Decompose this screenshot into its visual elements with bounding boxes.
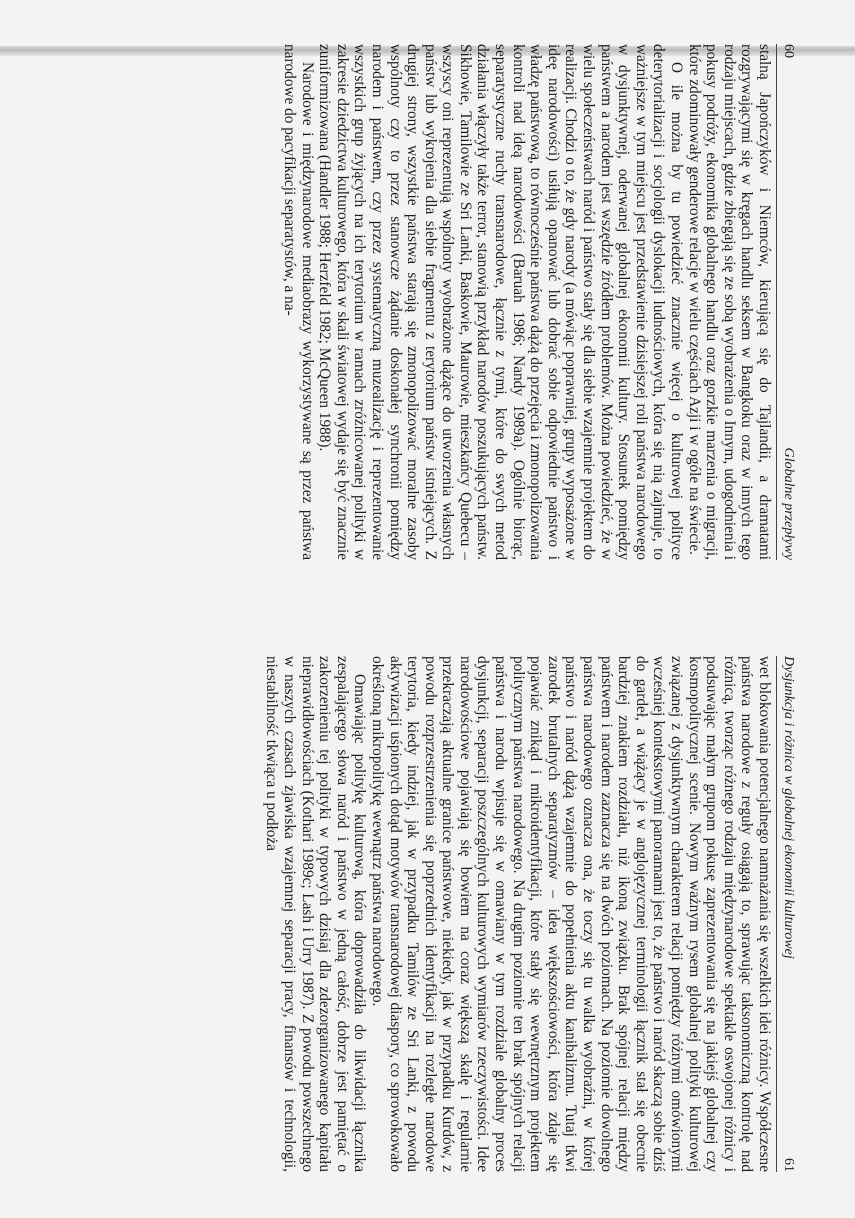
page-61: [0, 612, 855, 1218]
running-head-title: Globalne przepływy: [781, 447, 796, 560]
page-body: [30, 656, 773, 1172]
page-body: [30, 44, 773, 560]
page-number: 61: [781, 1158, 796, 1172]
running-header: [776, 656, 797, 1172]
page-60: [0, 0, 855, 606]
paragraph: stalną Japończyków i Niemców, kierującą się do Tajlandii, a dramatami rozgrywającymi się w kręgach handlu seksem w Bangkoku oraz w innych tego rodzaju miejscach, gdzie zbiegają się ze sobą wyobrażenia o Innym, udogodnienia i pokusy podróży, ekonomika globalnego handlu oraz gorzkie marzenia o migracji, które zdominowały genderowe relacje w wielu częściach Azji i w ogóle na świecie.: [685, 44, 773, 560]
paragraph: Narodowe i międzynarodowe mediaobrazy wykorzystywane są przez państwa narodowe do pacyfikacji separatystów, a na-: [280, 44, 316, 560]
paragraph: wet blokowania potencjalnego namnażania się wszelkich idei różnicy. Współczesne państwa narodowe z reguły osiągają to, sprawując taksonomiczną kontrolę nad różnicą, tworząc różnego rodzaju międzynarodowe spektakle oswojonej różnicy i podsuwając małym grupom pokusę zaprezentowania się na jakiejś globalnej czy kosmopolitycznej scenie. Nowym ważnym rysem globalnej polityki kulturowej związanej z dysjunktywnym charakterem relacji pomiędzy różnymi omówionymi wcześniej kontekstowymi panoramami jest to, że państwo i naród skaczą sobie dziś do gardeł, a wiążący je w anglojęzycznej terminologii łącznik stał się obecnie bardziej znakiem rozdziału, niż ikoną związku. Brak spójnej relacji między państwem i narodem zaznacza się na dwóch poziomach. Na poziomie dowolnego państwa narodowego oznacza ona, że toczy się tu walka wyobraźni, w której państwo i naród dążą wzajemnie do popełnienia aktu kanibalizmu. Tutaj tkwi zarodek brutalnych separatyzmów – idea większościowości, która zdaje się pojawiać znikąd i mikroidentyfikacji, które stały się wewnętrznym projektem politycznym państwa narodowego. Na drugim poziomie ten brak spójnych relacji państwa i narodu wpisuje się w omawiany w tym rozdziale globalny proces dysjunkcji, separacji poszczególnych kulturowych wymiarów rzeczywistości. Idee narodowościowe pojawiają się bowiem na coraz większą skalę i regularnie przekraczają aktualne granice państwowe, niekiedy, jak w przypadku Kurdów, z powodu rozprzestrzenienia się poprzednich identyfikacji na rozległe narodowe terytoria, kiedy indziej, jak w przypadku Tamilów ze Sri Lanki, z powodu aktywizacji uśpionych dotąd motywów transnarodowej diaspory, co sprowokowało określoną mikropolitykę wewnątrz państwa narodowego.: [368, 656, 773, 1172]
paragraph: Omawiając politykę kulturową, która doprowadziła do likwidacji łącznika zespalającego słowa naród i państwo w jedną całość, dobrze jest pamiętać o zakorzenieniu tej polityki w typowych dzisiaj dla zdezorganizowanego kapitału nieprawidłowościach (Kothari 1989c; Lash i Urry 1987). Z powodu powszechnego w naszych czasach zjawiska wzajemnej separacji pracy, finansów i technologii, niestabilność tkwiąca u podłoża: [263, 656, 369, 1172]
page-number: 60: [781, 44, 796, 58]
running-head-title: Dysjunkcja i różnica w globalnej ekonomii kulturowej: [781, 656, 796, 959]
running-header: [776, 44, 797, 560]
paragraph: O ile można by tu powiedzieć znacznie więcej o kulturowej polityce deterytorializacji i socjologii dyslokacji ludnościowych, która się nią zajmuje, to ważniejsze w tym miejscu jest przedstawienie dzisiejszej roli państwa narodowego w dysjunktywnej, oderwanej globalnej ekonomii kultury. Stosunek pomiędzy państwem a narodem jest wszędzie źródłem problemów. Można powiedzieć, że w wielu społeczeństwach naród i państwo stały się dla siebie wzajemnie projektem do realizacji. Chodzi o to, że gdy narody (a mówiąc poprawniej, grupy wyposażone w ideę narodowości) usiłują opanować lub dobrać sobie odpowiednie państwo i władzę państwową, to równocześnie państwa dążą do przejęcia i zmonopolizowania kontroli nad ideą narodowości (Baruah 1986; Nandy 1989a). Ogólnie biorąc, separatystyczne ruchy transnarodowe, łącznie z tymi, które do swych metod działania włączyły także terror, stanowią przykład narodów poszukujących państw. Sikhowie, Tamilowie ze Sri Lanki, Baskowie, Maurowie, mieszkańcy Quebecu – wszyscy oni reprezentują wspólnoty wyobrażone dążące do utworzenia własnych państw lub wykrojenia dla siebie fragmentu z terytorium państw istniejących. Z drugiej strony, wszystkie państwa starają się zmonopolizować moralne zasoby wspólnoty czy to przez stanowcze żądanie doskonałej synchronii pomiędzy narodem i państwem, czy przez systematyczną muzealizację i reprezentowanie wszystkich grup żyjących na ich terytorium w ramach zróżnicowanej polityki w zakresie dziedzictwa kulturowego, która w skali światowej wydaje się być znacznie zuniformizowana (Handler 1988; Herzfeld 1982; McQueen 1988).: [316, 44, 686, 560]
